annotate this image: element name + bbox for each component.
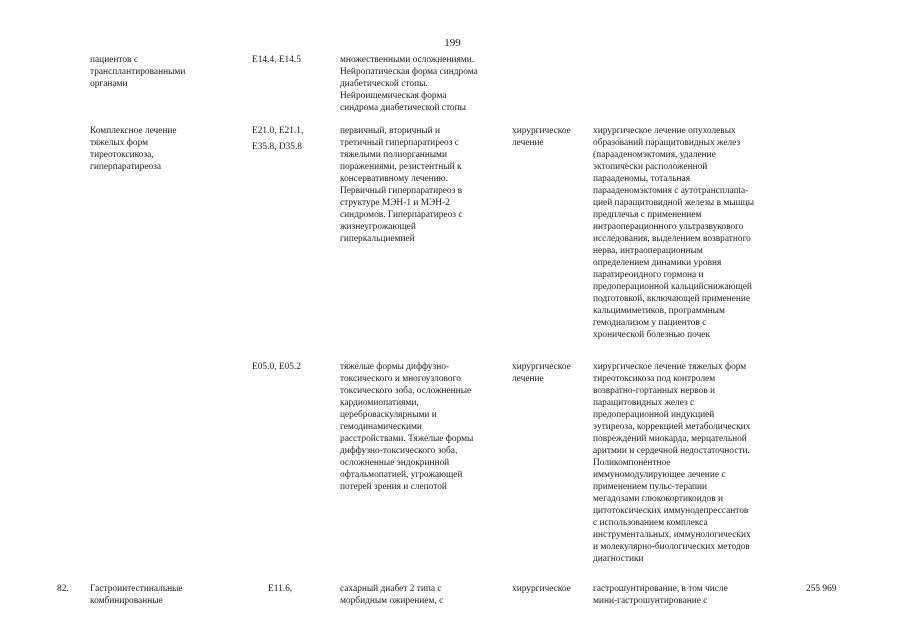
row-1-method-line: интраоперационного ультразвукового — [593, 222, 744, 232]
row-2-method-line: предоперационной индукцией — [593, 410, 715, 420]
row-1-method-line: подготовкой, включающей применение — [593, 294, 751, 304]
row-2-method-line: иммуномодулирующее лечение с — [593, 470, 726, 480]
row-3-method-line: гастрошунтирование, в том числе — [593, 584, 728, 594]
row-2-method-line: цитотоксических иммунодепрессантов — [593, 506, 749, 516]
row-2-method-line: аритмии и сердечной недостаточности. — [593, 446, 750, 456]
row-0-name-line: трансплантированными — [90, 67, 186, 77]
row-2-method-line: паращитовидных желез с — [593, 398, 695, 408]
row-1-method-line: паратиреоидного гормона и — [593, 270, 704, 280]
row-1-method-line: исследования, выделением возвратного — [593, 234, 751, 244]
row-2-model-line: тяжелые формы диффузно- — [340, 362, 450, 372]
row-1-model-line: поражениями, резистентный к — [340, 162, 462, 172]
row-1-model-line: третичный гиперпаратиреоз с — [340, 138, 459, 148]
row-2-method-line: диагностики — [593, 554, 644, 564]
row-2-model-line: кардиомиопатиями, — [340, 398, 419, 408]
row-1-name-line: гиперпаратиреоза — [90, 162, 162, 172]
row-2-method-line: хирургическое лечение тяжелых форм — [593, 362, 747, 372]
row-2-method-line: применением пульс-терапии — [593, 482, 708, 492]
row-3-name-line: Гастроинтестинальные — [90, 584, 183, 594]
page-number: 199 — [444, 37, 461, 49]
row-1-method-line: нерва, интраоперационным — [593, 246, 703, 256]
row-1-type-line: лечение — [512, 138, 544, 148]
row-1-method-line: цией паращитовидной железы в мышцы — [593, 198, 755, 208]
row-2-model-line: потерей зрения и слепотой — [340, 482, 447, 492]
row-1-name-line: тяжелых форм — [90, 138, 149, 148]
row-0-model-line: Нейропатическая форма синдрома — [340, 67, 478, 77]
row-3-model-line: морбидным ожирением, с — [340, 596, 444, 606]
row-0-model-line: множественными осложнениями. — [340, 55, 475, 65]
row-1-method-line: хирургическое лечение опухолевых — [593, 126, 736, 136]
row-1-name-line: Комплексное лечение — [90, 126, 177, 136]
row-2-method-line: мегадозами глюкокортикоидов и — [593, 494, 724, 504]
row-2-method-line: и молекулярно-биологических методов — [593, 542, 750, 552]
row-1-method-line: образований паращитовидных желез — [593, 138, 741, 148]
row-1-method-line: определением динамики уровня — [593, 258, 722, 268]
row-0-model-line: Нейроишемическая форма — [340, 91, 447, 101]
row-2-method-line: эутиреоза, коррекцией метаболических — [593, 422, 751, 432]
row-3-model-line: сахарный диабет 2 типа с — [340, 584, 442, 594]
row-2-method-line: с использованием комплекса — [593, 518, 708, 528]
row-2-method-line: повреждений миокарда, мерцательной — [593, 434, 747, 444]
row-1-method-line: предплечья с применением — [593, 210, 702, 220]
row-3-number: 82. — [57, 584, 69, 594]
row-3-method-line: мини-гастрошунтирование с — [593, 596, 708, 606]
row-0-model-line: синдрома диабетической стопы — [340, 103, 466, 113]
row-1-method-line: эктопически расположенной — [593, 162, 708, 172]
row-2-model-line: цереброваскулярными и — [340, 410, 437, 420]
row-2-model-line: расстройствами. Тяжелые формы — [340, 434, 474, 444]
row-0-model-line: диабетической стопы. — [340, 79, 428, 89]
row-3-type-line: хирургическое — [512, 584, 571, 594]
row-1-model-line: синдромов. Гиперпаратиреоз с — [340, 210, 463, 220]
row-1-model-line: тяжелыми полиорганными — [340, 150, 448, 160]
row-1-method-line: парааденомэктомия с аутотрансплanta- — [593, 186, 749, 196]
row-1-method-line: гемодиализом у пациентов с — [593, 318, 707, 328]
row-3-name-line: комбинированные — [90, 596, 163, 606]
row-1-model-line: консервативному лечению. — [340, 174, 449, 184]
row-1-method-line: хронической болезнью почек — [593, 330, 711, 340]
row-2-method-line: возвратно-гортанных нервов и — [593, 386, 716, 396]
row-1-method-line: предоперационной кальцийснижающей — [593, 282, 752, 292]
row-1-method-line: парааденомы, тотальная — [593, 174, 690, 184]
row-0-code-line: E14.4, E14.5 — [252, 55, 301, 65]
row-2-method-line: инструментальных, иммунологических — [593, 530, 751, 540]
row-1-code-line: E35.8, D35.8 — [252, 142, 302, 152]
row-1-method-line: (парааденомэктомия, удаление — [593, 150, 716, 160]
row-2-model-line: осложненные эндокринной — [340, 458, 450, 468]
row-2-code-line: E05.0, E05.2 — [252, 362, 301, 372]
row-1-method-line: кальцимиметиков, программным — [593, 306, 725, 316]
row-1-name-line: тиреотоксикоза, — [90, 150, 154, 160]
row-1-model-line: Первичный гиперпаратиреоз в — [340, 186, 463, 196]
row-2-model-line: диффузно-токсического зоба, — [340, 446, 458, 456]
row-2-method-line: тиреотоксикоза под контролем — [593, 374, 716, 384]
row-2-model-line: токсического и многоузлового — [340, 374, 461, 384]
row-1-model-line: жизнеугрожающей — [340, 222, 416, 232]
row-0-name-line: пациентов с — [90, 55, 138, 65]
row-1-type-line: хирургическое — [512, 126, 571, 136]
row-1-model-line: первичный, вторичный и — [340, 126, 441, 136]
row-3-code-line: E11.6, — [268, 584, 293, 594]
row-3-cost: 255 969 — [806, 584, 837, 594]
row-1-model-line: структуре МЭН-1 и МЭН-2 — [340, 198, 450, 208]
row-0-name-line: органами — [90, 79, 128, 89]
row-2-type-line: хирургическое — [512, 362, 571, 372]
row-1-code-line: E21.0, E21.1, — [252, 126, 304, 136]
row-2-model-line: гемодинамическими — [340, 422, 422, 432]
row-2-model-line: токсического зоба, осложненные — [340, 386, 472, 396]
row-2-model-line: офтальмопатией, угрожающей — [340, 470, 463, 480]
row-2-method-line: Поликомпонентное — [593, 458, 671, 468]
row-2-type-line: лечение — [512, 374, 544, 384]
row-1-model-line: гиперкальциемией — [340, 234, 415, 244]
